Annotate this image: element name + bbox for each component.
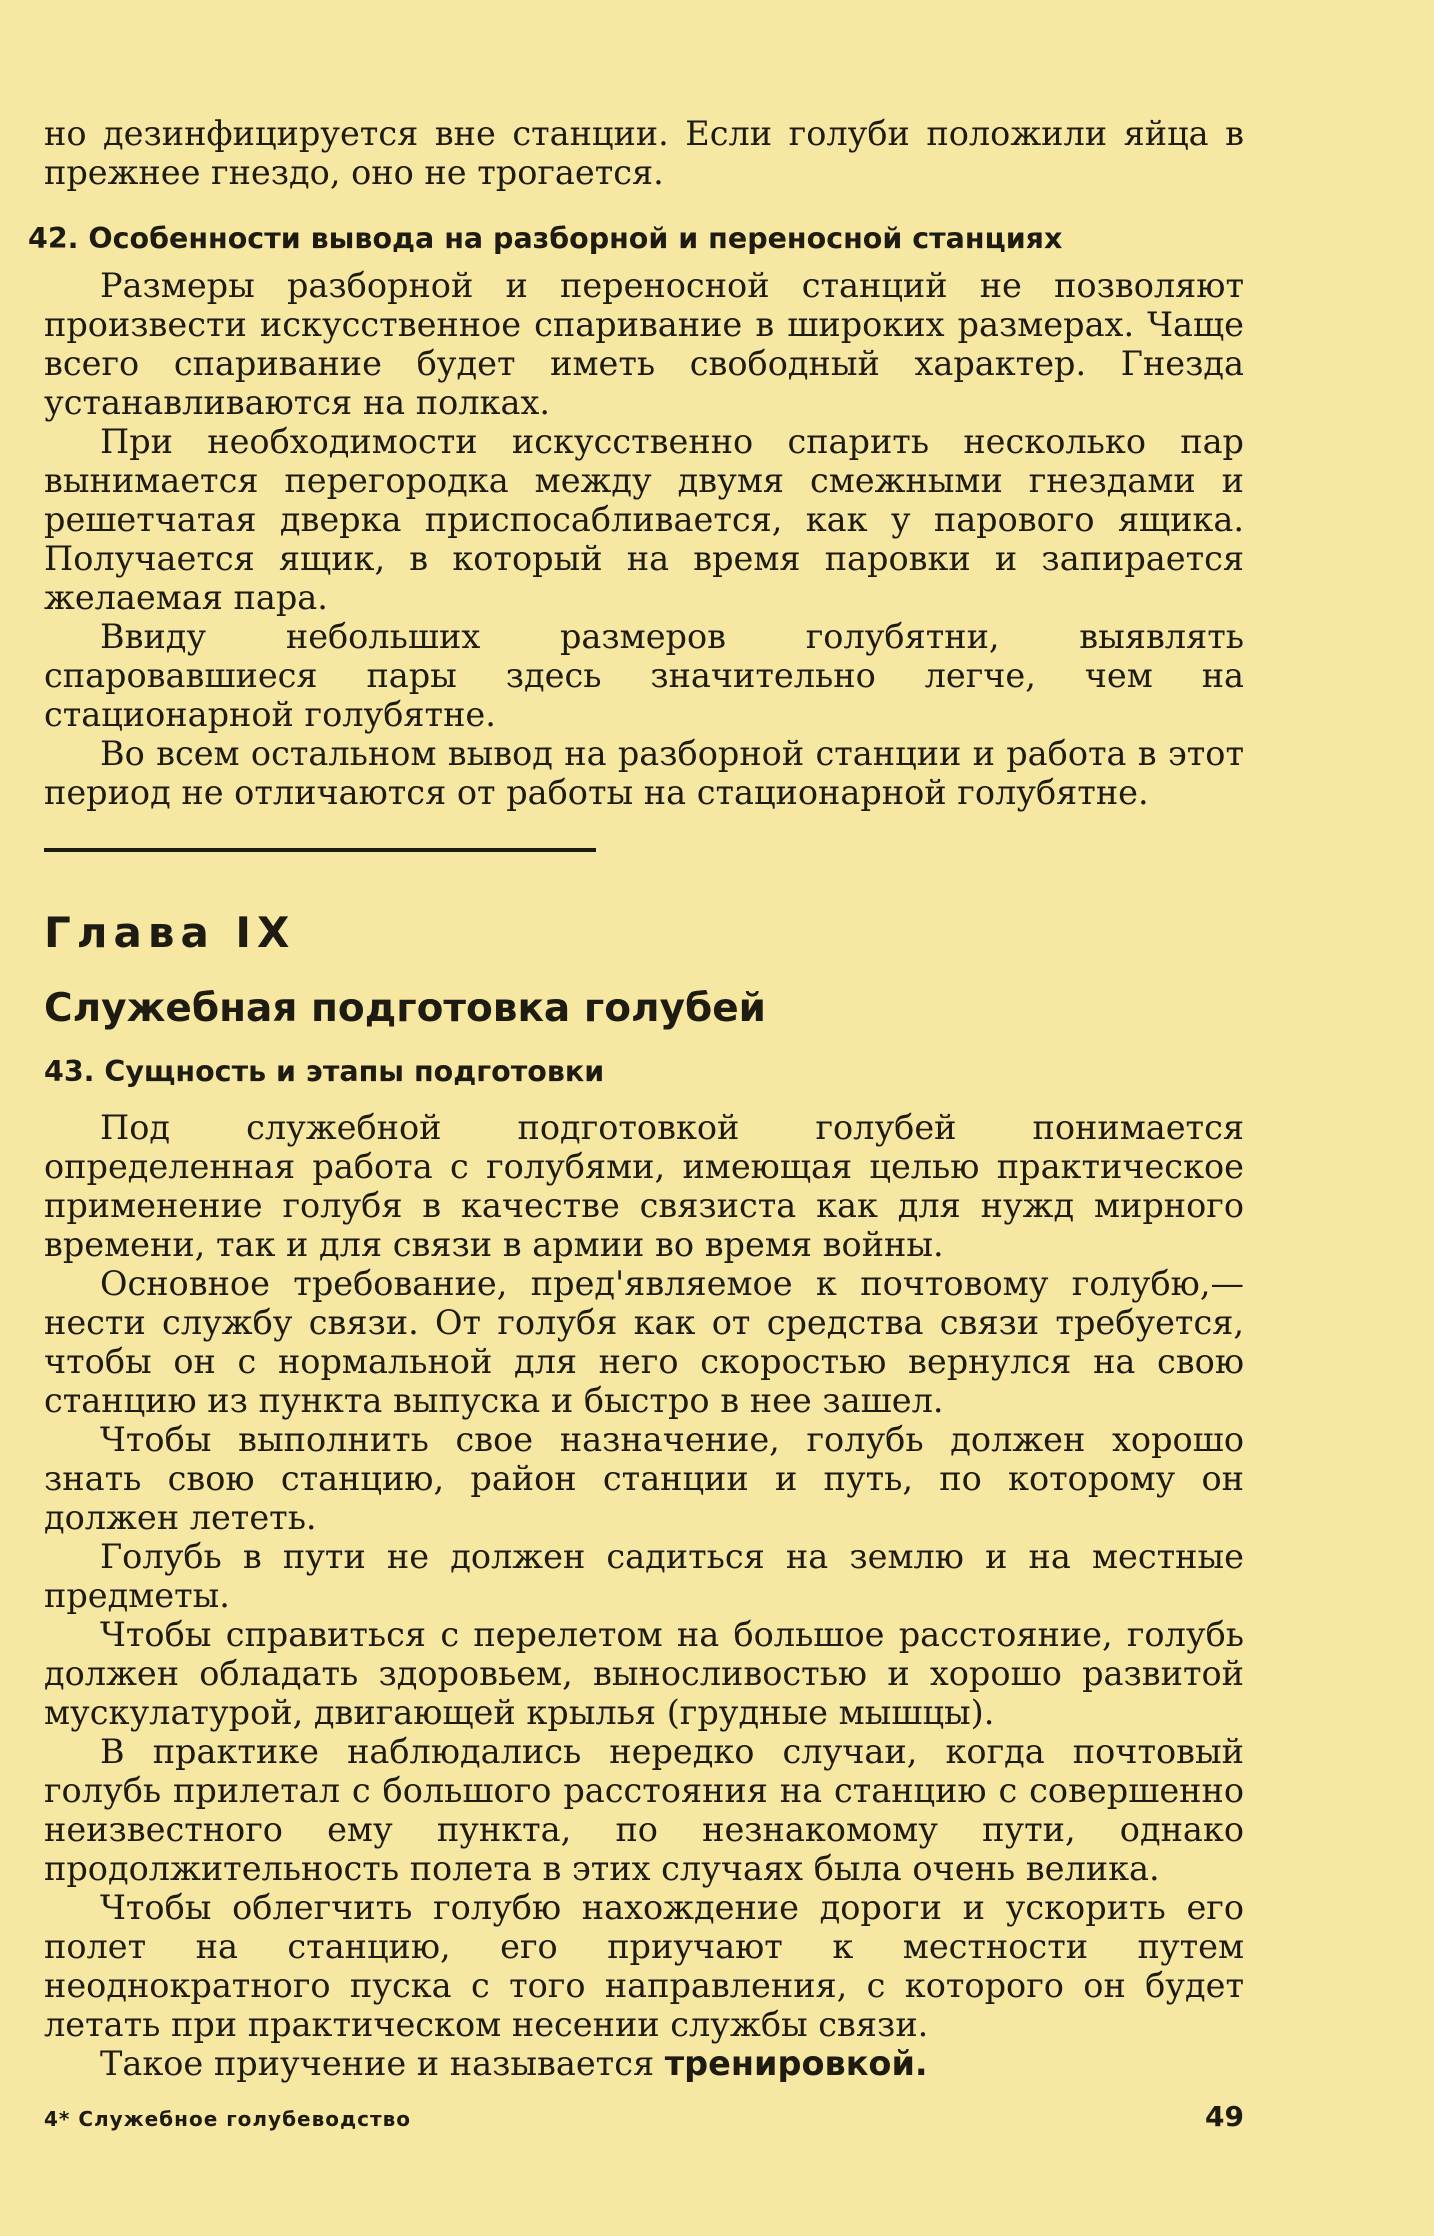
paragraph: но дезинфицируется вне станции. Если голуби положили яйца в прежнее гнездо, оно не трогается. xyxy=(44,114,1244,192)
paragraph: Чтобы облегчить голубю нахождение дороги и ускорить его полет на станцию, его приучают к местности путем неоднократного пуска с того направления, с которого он будет летать при практическом несении службы связи. xyxy=(44,1888,1244,2044)
term-training: тренировкой. xyxy=(664,2044,928,2083)
paragraph: Основное требование, пред'являемое к почтовому голубю,— нести службу связи. От голубя как от средства связи требуется, чтобы он с нормальной для него скоростью вернулся на свою станцию из пункта выпуска и быстро в нее зашел. xyxy=(44,1264,1244,1420)
paragraph: При необходимости искусственно спарить несколько пар вынимается перегородка между двумя смежными гнездами и решетчатая дверка приспосабливается, как у парового ящика. Получается ящик, в который на время паровки и запирается желаемая пара. xyxy=(44,422,1244,617)
chapter-title: Служебная подготовка голубей xyxy=(44,986,766,1031)
carryover-text xyxy=(44,114,1244,192)
paragraph: Во всем остальном вывод на разборной станции и работа в этот период не отличаются от работы на стационарной голубятне. xyxy=(44,734,1244,812)
section-divider xyxy=(44,848,596,852)
paragraph: Под служебной подготовкой голубей понимается определенная работа с голубями, имеющая целью практическое применение голубя в качестве связиста как для нужд мирного времени, так и для связи в армии во время войны. xyxy=(44,1108,1244,1264)
paragraph: Чтобы выполнить свое назначение, голубь должен хорошо знать свою станцию, район станции и путь, по которому он должен лететь. xyxy=(44,1420,1244,1537)
section-43-body xyxy=(44,1108,1244,2083)
last-paragraph xyxy=(44,2044,1244,2083)
paragraph: Голубь в пути не должен садиться на землю и на местные предметы. xyxy=(44,1537,1244,1615)
paragraph: Чтобы справиться с перелетом на большое расстояние, голубь должен обладать здоровьем, выносливостью и хорошо развитой мускулатурой, двигающей крылья (грудные мышцы). xyxy=(44,1615,1244,1732)
section-43-heading: 43. Сущность и этапы подготовки xyxy=(44,1055,605,1088)
signature-mark: 4* Служебное голубеводство xyxy=(44,2107,412,2131)
page-number: 49 xyxy=(1205,2100,1244,2133)
paragraph: В практике наблюдались нередко случаи, когда почтовый голубь прилетал с большого расстояния на станцию с совершенно неизвестного ему пункта, по незнакомому пути, однако продолжительность полета в этих случаях была очень велика. xyxy=(44,1732,1244,1888)
section-42-body xyxy=(44,266,1244,812)
page-footer xyxy=(44,2100,1244,2133)
paragraph: Размеры разборной и переносной станций не позволяют произвести искусственное спаривание в широких размерах. Чаще всего спаривание будет иметь свободный характер. Гнезда устанавливаются на полках. xyxy=(44,266,1244,422)
last-paragraph-text: Такое приучение и называется xyxy=(100,2044,665,2083)
paragraph: Ввиду небольших размеров голубятни, выявлять спаровавшиеся пары здесь значительно легче, чем на стационарной голубятне. xyxy=(44,617,1244,734)
section-42-heading: 42. Особенности вывода на разборной и переносной станциях xyxy=(28,222,1063,255)
chapter-label: Глава IX xyxy=(44,908,296,957)
